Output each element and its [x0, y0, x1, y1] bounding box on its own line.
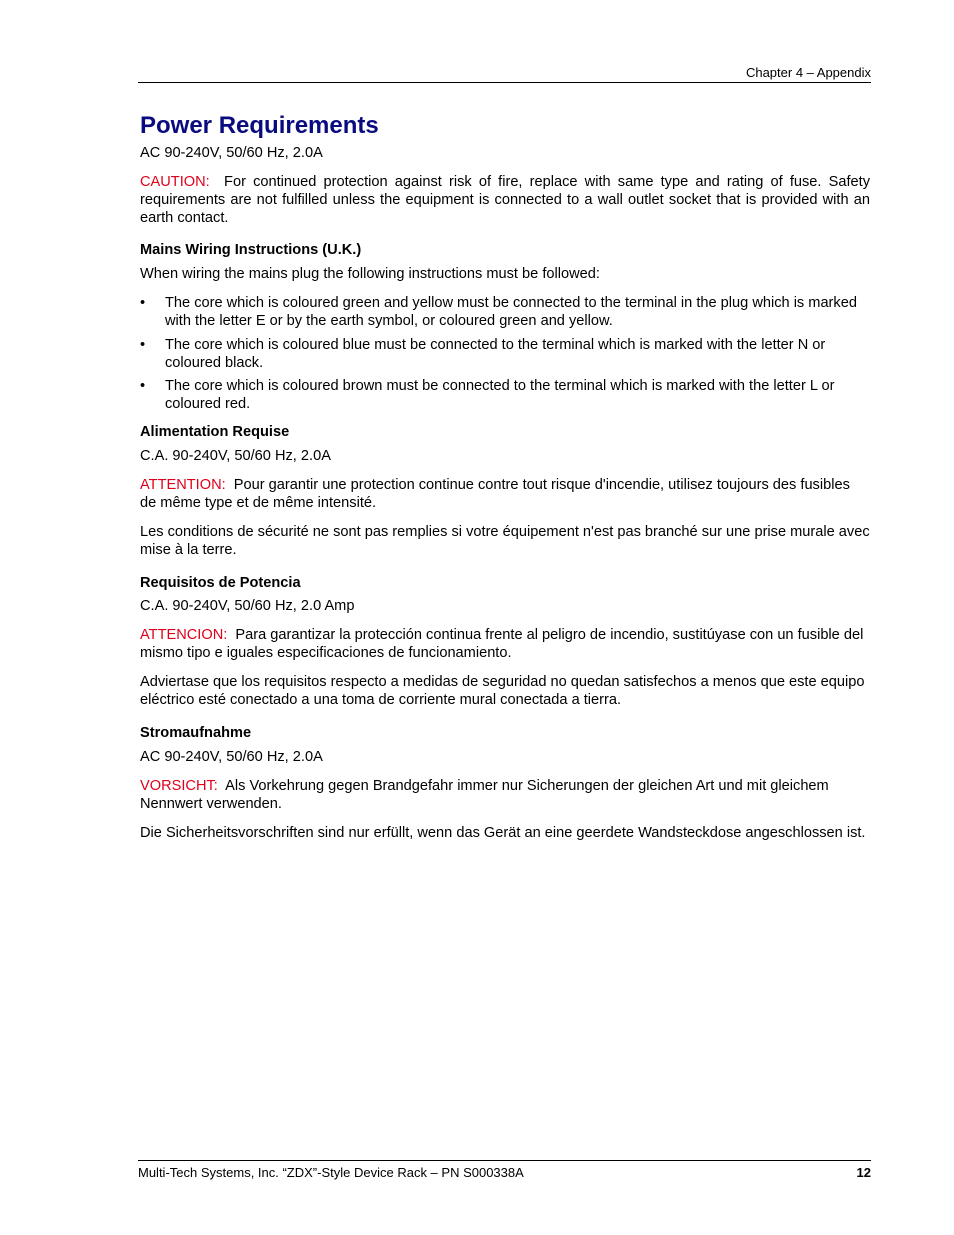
spanish-caution: [140, 626, 870, 662]
list-item: [140, 377, 870, 413]
list-item: [140, 336, 870, 372]
english-caution-label: CAUTION:: [140, 174, 210, 190]
french-caution: [140, 476, 870, 512]
page-content: [140, 110, 870, 842]
german-caution-label: VORSICHT:: [140, 778, 218, 794]
german-spec: AC 90-240V, 50/60 Hz, 2.0A: [140, 749, 323, 765]
list-item: [140, 294, 870, 330]
french-note: Les conditions de sécurité ne sont pas remplies si votre équipement n'est pas branché sur une prise murale avec mise à la terre.: [140, 524, 870, 558]
bullet-icon: •: [140, 337, 146, 353]
spanish-caution-text: Para garantizar la protección continua frente al peligro de incendio, sustitúyase con un fusible del mismo tipo e iguales especificaciones de funcionamiento.: [140, 627, 864, 661]
footer-document-title: Multi-Tech Systems, Inc. “ZDX”-Style Device Rack – PN S000338A: [138, 1165, 524, 1180]
german-heading: Stromaufnahme: [140, 725, 252, 741]
french-caution-label: ATTENTION:: [140, 477, 226, 493]
german-note: Die Sicherheitsvorschriften sind nur erfüllt, wenn das Gerät an eine geerdete Wandsteckdose angeschlossen ist.: [140, 825, 866, 841]
english-caution-text: For continued protection against risk of fire, replace with same type and rating of fuse. Safety requirements are not fulfilled unless the equipment is connected to a wall outlet socket that is provided with an earth contact.: [140, 174, 870, 226]
german-caution-text: Als Vorkehrung gegen Brandgefahr immer nur Sicherungen der gleichen Art und mit gleichem Nennwert verwenden.: [140, 778, 829, 812]
page-header: [138, 64, 871, 83]
page-title: Power Requirements: [140, 112, 379, 139]
page-footer: [138, 1160, 871, 1181]
page-number: 12: [856, 1165, 871, 1180]
uk-wiring-intro: When wiring the mains plug the following instructions must be followed:: [140, 266, 600, 282]
german-caution: [140, 777, 870, 813]
uk-wiring-list: [140, 294, 870, 413]
english-caution: [140, 173, 870, 227]
uk-wiring-heading: Mains Wiring Instructions (U.K.): [140, 242, 362, 258]
spanish-spec: C.A. 90-240V, 50/60 Hz, 2.0 Amp: [140, 598, 355, 614]
bullet-icon: •: [140, 295, 146, 311]
french-heading: Alimentation Requise: [140, 424, 290, 440]
list-item-text: The core which is coloured green and yellow must be connected to the terminal in the plug which is marked with the letter E or by the earth symbol, or coloured green and yellow.: [165, 295, 857, 329]
spanish-heading: Requisitos de Potencia: [140, 575, 301, 591]
french-caution-text: Pour garantir une protection continue contre tout risque d'incendie, utilisez toujours des fusibles de même type et de même intensité.: [140, 477, 850, 511]
list-item-text: The core which is coloured blue must be connected to the terminal which is marked with the letter N or coloured black.: [165, 337, 826, 371]
english-spec: AC 90-240V, 50/60 Hz, 2.0A: [140, 145, 323, 161]
bullet-icon: •: [140, 378, 146, 394]
list-item-text: The core which is coloured brown must be connected to the terminal which is marked with the letter L or coloured red.: [165, 378, 835, 412]
spanish-caution-label: ATTENCION:: [140, 627, 228, 643]
french-spec: C.A. 90-240V, 50/60 Hz, 2.0A: [140, 448, 331, 464]
chapter-label: Chapter 4 – Appendix: [745, 65, 871, 80]
spanish-note: Adviertase que los requisitos respecto a medidas de seguridad no quedan satisfechos a menos que este equipo eléctrico esté conectado a una toma de corriente mural conectada a tierra.: [140, 674, 865, 708]
